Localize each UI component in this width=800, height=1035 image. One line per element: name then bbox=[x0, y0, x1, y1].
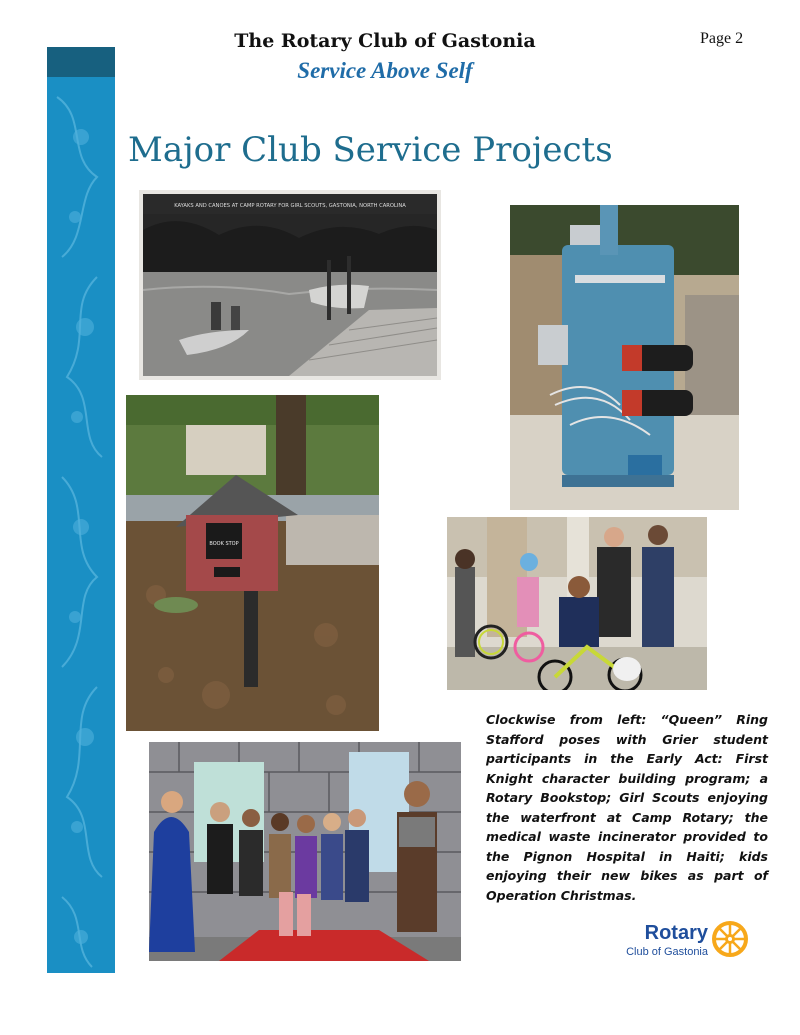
photo-caption: Clockwise from left: “Queen” Ring Stafford poses with Grier student participants in the Early Act: First Knight character building program; a Rotary Bookstop; Girl Scouts enjoying the waterfront at Camp Rotary; the medical waste incinerator provided to the Pignon Hospital in Haiti; kids enjoying their new bikes as part of Operation Christmas. bbox=[486, 712, 768, 903]
logo-subtitle: Club of Gastonia bbox=[626, 946, 708, 958]
postcard-caption: KAYAKS AND CANOES AT CAMP ROTARY FOR GIRL SCOUTS, GASTONIA, NORTH CAROLINA bbox=[174, 203, 406, 209]
page-number: Page 2 bbox=[700, 30, 744, 47]
decorative-sidebar bbox=[47, 47, 115, 973]
incinerator-photo bbox=[510, 205, 739, 510]
logo-wordmark: Rotary bbox=[644, 922, 708, 944]
sidebar-cap bbox=[47, 47, 115, 77]
camp-rotary-photo bbox=[139, 190, 441, 380]
operation-christmas-bikes-photo bbox=[447, 517, 707, 690]
bookstop-photo bbox=[126, 395, 379, 731]
bookstop-sign: BOOK STOP bbox=[209, 541, 239, 547]
club-motto: Service Above Self bbox=[297, 58, 473, 83]
rotary-logo bbox=[610, 918, 750, 962]
floral-pattern-icon bbox=[47, 77, 115, 973]
first-knight-group-photo bbox=[149, 742, 461, 961]
club-name: The Rotary Club of Gastonia bbox=[234, 30, 536, 52]
page-title: Major Club Service Projects bbox=[128, 130, 613, 170]
rotary-wheel-icon bbox=[712, 921, 748, 957]
